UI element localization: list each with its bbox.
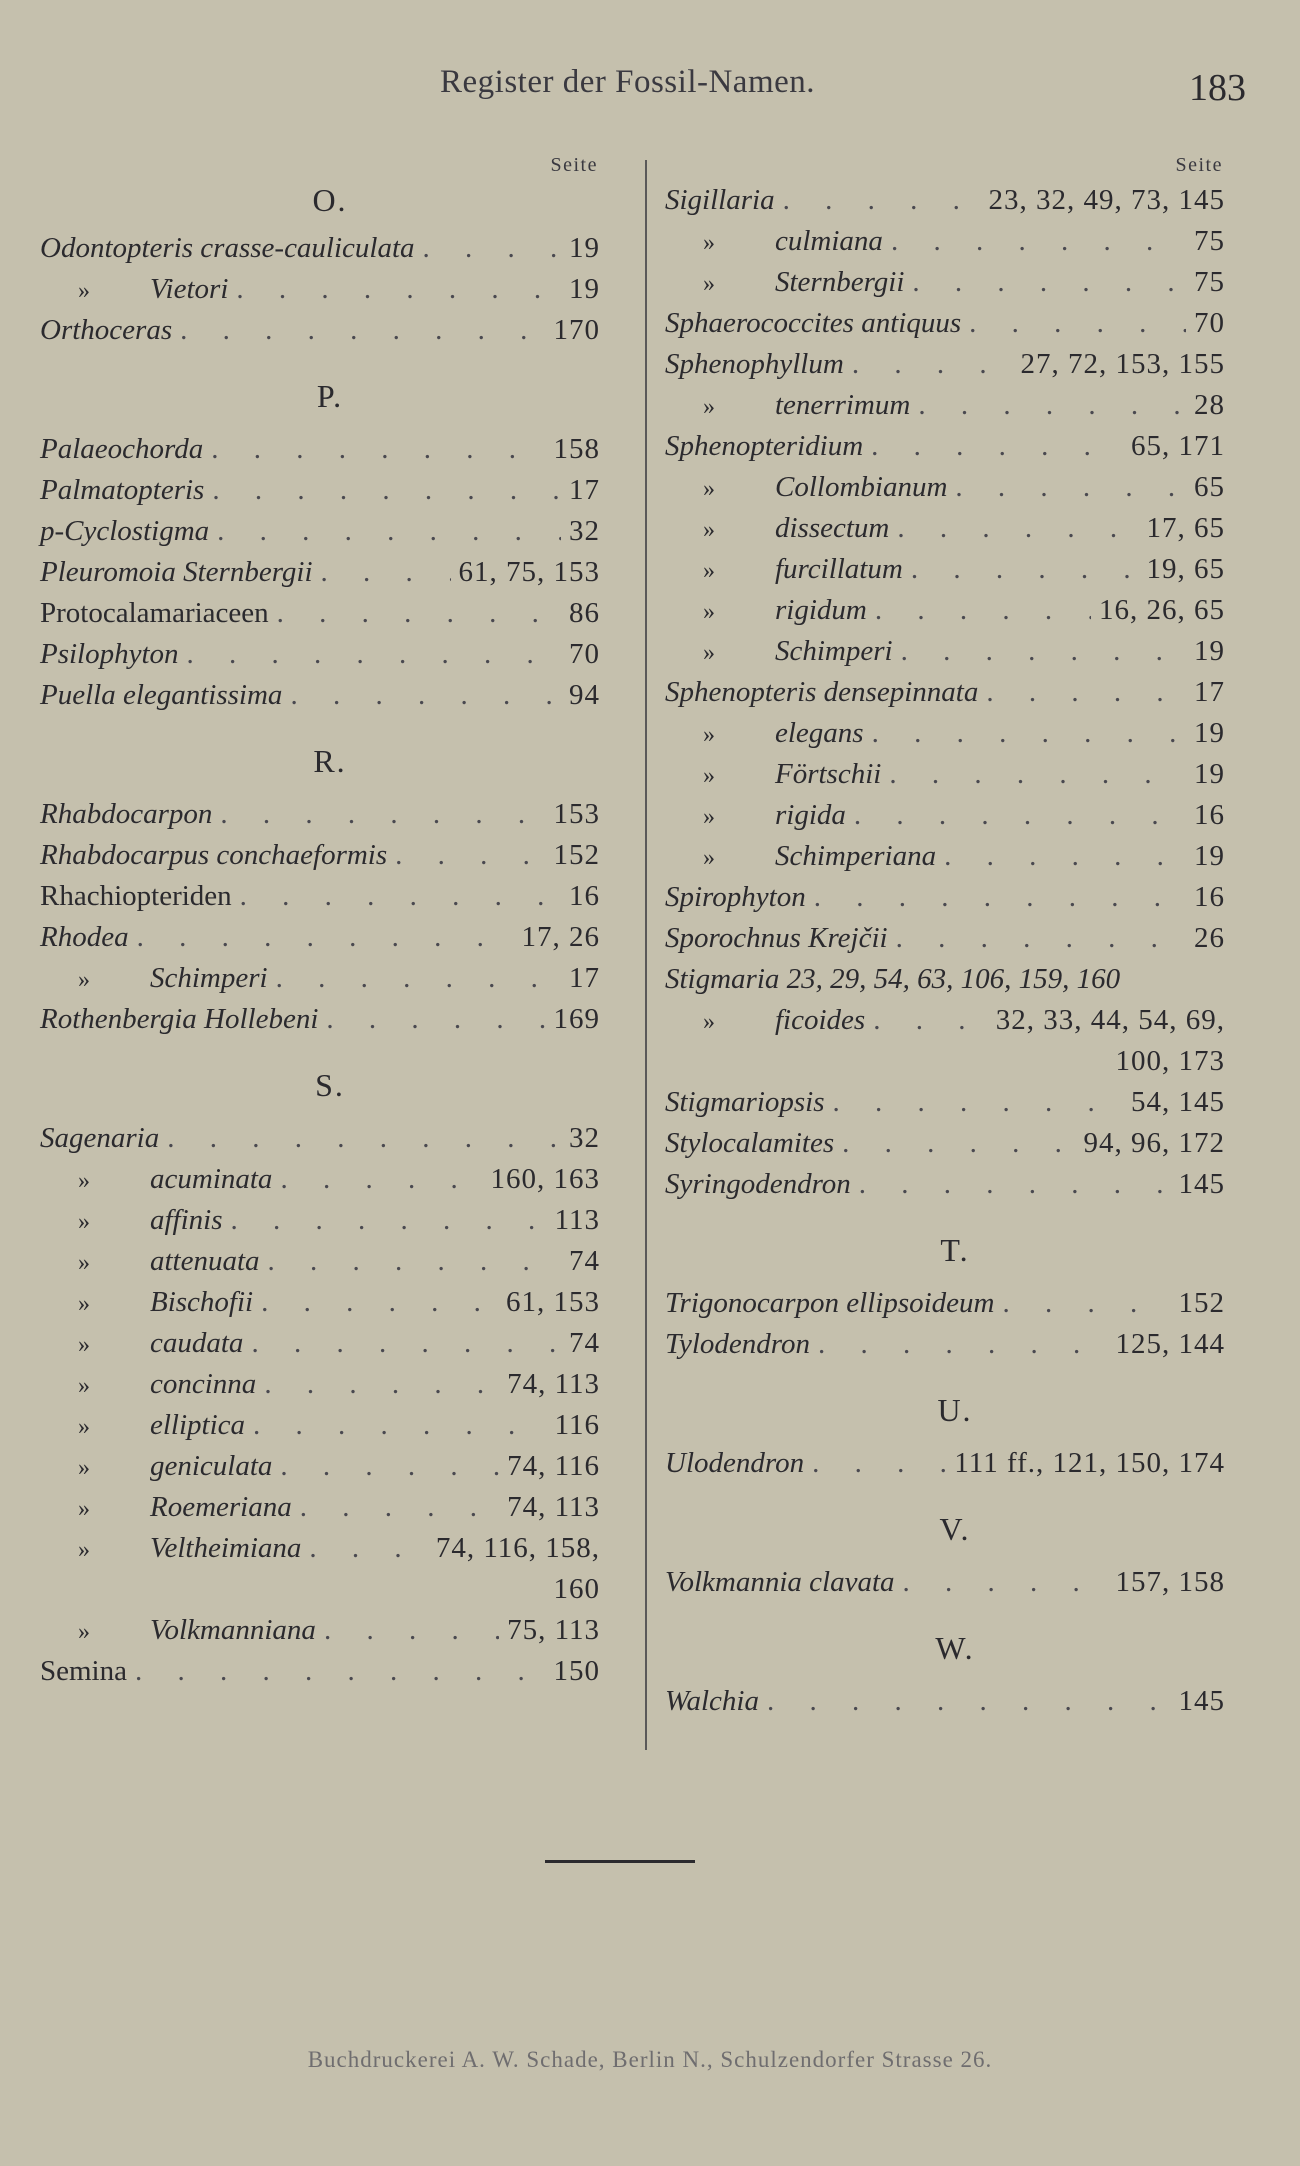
entry-name: Sigillaria	[665, 184, 775, 216]
dot-leader	[871, 426, 1123, 467]
index-entry	[40, 1159, 620, 1200]
column-divider	[645, 160, 647, 1750]
dot-leader	[833, 1082, 1123, 1123]
dot-leader	[901, 631, 1186, 672]
dot-leader	[277, 593, 561, 634]
index-entry	[665, 754, 1245, 795]
dot-leader	[903, 1562, 1108, 1603]
entry-name: Spirophyton	[665, 881, 806, 913]
dot-leader	[240, 876, 561, 917]
dot-leader	[212, 470, 561, 511]
entry-pages: 152	[1178, 1287, 1225, 1319]
dot-leader	[211, 429, 545, 470]
entry-pages: 16	[1194, 799, 1225, 831]
index-entry	[40, 593, 620, 634]
index-entry	[665, 1324, 1245, 1365]
dot-leader	[875, 590, 1091, 631]
entry-name: » Collombianum	[665, 467, 947, 510]
entry-pages: 65, 171	[1131, 430, 1225, 462]
entry-name: Stigmariopsis	[665, 1086, 825, 1118]
dot-leader	[276, 958, 561, 999]
entry-name: Palmatopteris	[40, 474, 205, 506]
entry-name: » Schimperi	[665, 631, 893, 674]
entry-name: » Förtschii	[665, 754, 881, 797]
entry-name: Palaeochorda	[40, 433, 204, 465]
index-entry	[40, 429, 620, 470]
index-entry	[40, 269, 620, 310]
entry-pages: 32	[569, 515, 600, 547]
dot-leader	[814, 877, 1186, 918]
entry-name: » caudata	[40, 1323, 243, 1366]
entry-pages: 17, 26	[521, 921, 600, 953]
entry-pages: 16	[1194, 881, 1225, 913]
entry-name: p-Cyclostigma	[40, 515, 210, 547]
entry-name: » tenerrimum	[665, 385, 910, 428]
dot-leader	[253, 1405, 547, 1446]
entry-name: » culmiana	[665, 221, 883, 264]
index-entry	[665, 631, 1245, 672]
index-entry	[40, 999, 620, 1040]
index-entry	[665, 508, 1245, 549]
entry-pages: 74, 113	[507, 1491, 600, 1523]
index-entry	[40, 917, 620, 958]
entry-pages: 70	[1194, 307, 1225, 339]
dot-leader	[236, 269, 561, 310]
dot-leader	[309, 1528, 427, 1569]
index-entry	[665, 959, 1245, 1000]
index-entry	[40, 1282, 620, 1323]
entry-name: » Schimperiana	[665, 836, 936, 879]
index-section	[40, 716, 620, 1040]
entry-pages: 54, 145	[1131, 1086, 1225, 1118]
index-entry	[665, 221, 1245, 262]
index-entry	[665, 180, 1245, 221]
entry-pages: 145	[1178, 1168, 1225, 1200]
entry-name: » furcillatum	[665, 549, 903, 592]
entry-pages: 75	[1194, 225, 1225, 257]
running-title: Register der Fossil-Namen.	[440, 64, 816, 100]
dot-leader	[137, 917, 514, 958]
section-letter: W.	[935, 1630, 975, 1666]
index-entry	[40, 1651, 620, 1692]
entry-pages: 19	[569, 273, 600, 305]
index-entry	[665, 836, 1245, 877]
entry-pages: 160	[553, 1573, 600, 1605]
dot-leader	[220, 794, 545, 835]
entry-name: » Veltheimiana	[40, 1528, 301, 1571]
entry-name: » Bischofii	[40, 1282, 253, 1325]
entry-pages: 65	[1194, 471, 1225, 503]
dot-leader	[423, 228, 561, 269]
entry-name: Ulodendron	[665, 1447, 805, 1479]
entry-pages: 152	[553, 839, 600, 871]
dot-leader	[180, 310, 545, 351]
entry-pages: 32, 33, 44, 54, 69,	[995, 1004, 1225, 1036]
entry-name: » Sternbergii	[665, 262, 904, 305]
dot-leader	[889, 754, 1186, 795]
index-entry	[665, 385, 1245, 426]
index-entry	[665, 713, 1245, 754]
dot-leader	[783, 180, 981, 221]
dot-leader	[986, 672, 1186, 713]
dot-leader	[918, 385, 1186, 426]
index-entry	[665, 303, 1245, 344]
entry-pages: 26	[1194, 922, 1225, 954]
entry-pages: 160, 163	[490, 1163, 600, 1195]
dot-leader	[859, 1164, 1171, 1205]
index-entry	[40, 552, 620, 593]
dot-leader	[896, 918, 1186, 959]
section-letter: R.	[313, 743, 347, 779]
index-section	[665, 1205, 1245, 1365]
entry-pages: 170	[553, 314, 600, 346]
entry-name: Semina	[40, 1655, 127, 1687]
index-section	[665, 1365, 1245, 1484]
entry-pages: 75	[1194, 266, 1225, 298]
entry-name: Sporochnus Krejčii	[665, 922, 888, 954]
entry-name: Sagenaria	[40, 1122, 160, 1154]
entry-pages: 145	[1178, 1685, 1225, 1717]
entry-name: Rhodea	[40, 921, 129, 953]
dot-leader	[854, 795, 1186, 836]
index-entry	[40, 1569, 620, 1610]
dot-leader	[264, 1364, 499, 1405]
page-header	[0, 58, 1300, 118]
index-entry	[665, 1681, 1245, 1722]
entry-pages: 150	[553, 1655, 600, 1687]
index-entry	[40, 228, 620, 269]
index-entry	[40, 835, 620, 876]
entry-name: Rhabdocarpon	[40, 798, 213, 830]
index-entry	[40, 1405, 620, 1446]
entry-name: Walchia	[665, 1685, 759, 1717]
entry-pages: 19, 65	[1146, 553, 1225, 585]
dot-leader	[912, 262, 1186, 303]
dot-leader	[290, 675, 561, 716]
index-entry	[40, 794, 620, 835]
index-entry	[40, 634, 620, 675]
index-entry	[40, 310, 620, 351]
entry-name: Odontopteris crasse-cauliculata	[40, 232, 415, 264]
entry-pages: 74, 113	[507, 1368, 600, 1400]
entry-name: » affinis	[40, 1200, 223, 1243]
dot-leader	[955, 467, 1186, 508]
entry-name: Pleuromoia Sternbergii	[40, 556, 313, 588]
index-section	[40, 351, 620, 716]
entry-name: Sphenopteridium	[665, 430, 864, 462]
dot-leader	[897, 508, 1138, 549]
dot-leader	[944, 836, 1186, 877]
entry-pages: 94	[569, 679, 600, 711]
dot-leader	[280, 1446, 499, 1487]
entry-pages: 27, 72, 153, 155	[1020, 348, 1225, 380]
entry-name: » attenuata	[40, 1241, 260, 1284]
index-section	[40, 1040, 620, 1692]
dot-leader	[818, 1324, 1108, 1365]
entry-name: » rigidum	[665, 590, 867, 633]
index-section	[665, 1603, 1245, 1722]
dot-leader	[231, 1200, 547, 1241]
dot-leader	[891, 221, 1186, 262]
section-letter: T.	[940, 1232, 970, 1268]
page-number: 183	[1189, 67, 1246, 109]
right-index-sections	[665, 180, 1245, 1722]
dot-leader	[135, 1651, 546, 1692]
index-entry	[665, 1082, 1245, 1123]
dot-leader	[321, 552, 451, 593]
index-entry	[665, 795, 1245, 836]
entry-pages: 19	[1194, 758, 1225, 790]
section-letter: O.	[312, 182, 348, 218]
entry-pages: 100, 173	[1115, 1045, 1225, 1077]
index-entry	[665, 426, 1245, 467]
dot-leader	[187, 634, 561, 675]
dot-leader	[842, 1123, 1075, 1164]
dot-leader	[395, 835, 545, 876]
entry-pages: 17	[569, 474, 600, 506]
index-entry	[665, 1164, 1245, 1205]
dot-leader	[852, 344, 1013, 385]
dot-leader	[268, 1241, 561, 1282]
entry-pages: 86	[569, 597, 600, 629]
entry-pages: 169	[553, 1003, 600, 1035]
dot-leader	[167, 1118, 561, 1159]
index-entry	[40, 1364, 620, 1405]
index-entry	[40, 675, 620, 716]
entry-name: Protocalamariaceen	[40, 597, 269, 629]
entry-pages: 17	[569, 962, 600, 994]
entry-pages: 32	[569, 1122, 600, 1154]
entry-name: Rothenbergia Hollebeni	[40, 1003, 319, 1035]
entry-pages: 158	[553, 433, 600, 465]
entry-pages: 19	[1194, 717, 1225, 749]
entry-name: » Schimperi	[40, 958, 268, 1001]
entry-name: Sphenophyllum	[665, 348, 844, 380]
entry-name: Tylodendron	[665, 1328, 810, 1360]
index-entry	[40, 511, 620, 552]
section-letter: P.	[316, 378, 344, 414]
dot-leader	[969, 303, 1186, 344]
dot-leader	[812, 1443, 946, 1484]
entry-name: Rhachiopteriden	[40, 880, 232, 912]
seite-label-left: Seite	[550, 154, 598, 176]
entry-name: » Vietori	[40, 269, 228, 312]
index-entry	[665, 1000, 1245, 1041]
index-entry	[665, 918, 1245, 959]
index-entry	[40, 1610, 620, 1651]
index-entry	[40, 1200, 620, 1241]
index-entry	[665, 1123, 1245, 1164]
index-entry	[665, 590, 1245, 631]
entry-name: Sphaerococcites antiquus	[665, 307, 962, 339]
index-entry	[40, 1118, 620, 1159]
index-entry	[665, 1041, 1245, 1082]
entry-name: » dissectum	[665, 508, 889, 551]
entry-pages: 74	[569, 1327, 600, 1359]
dot-leader	[873, 1000, 988, 1041]
index-section	[40, 180, 620, 351]
entry-name: Sphenopteris densepinnata	[665, 676, 979, 708]
entry-name: » Volkmanniana	[40, 1610, 316, 1653]
index-entry	[40, 958, 620, 999]
entry-name: » acuminata	[40, 1159, 272, 1202]
dot-leader	[872, 713, 1186, 754]
index-section	[665, 1484, 1245, 1603]
dot-leader	[251, 1323, 561, 1364]
printer-imprint: Buchdruckerei A. W. Schade, Berlin N., Schulzendorfer Strasse 26.	[307, 2047, 993, 2072]
index-entry	[665, 877, 1245, 918]
entry-pages: 157, 158	[1115, 1566, 1225, 1598]
dot-leader	[217, 511, 561, 552]
index-entry	[40, 1323, 620, 1364]
dot-leader	[261, 1282, 498, 1323]
index-entry	[665, 344, 1245, 385]
entry-pages: 23, 32, 49, 73, 145	[988, 184, 1225, 216]
entry-pages: 74, 116	[507, 1450, 600, 1482]
entry-name: » elegans	[665, 713, 864, 756]
index-entry	[665, 1283, 1245, 1324]
index-entry	[665, 1443, 1245, 1484]
index-entry	[665, 467, 1245, 508]
entry-pages: 111 ff., 121, 150, 174	[954, 1447, 1225, 1479]
entry-name: » Roemeriana	[40, 1487, 292, 1530]
section-letter: V.	[939, 1511, 971, 1547]
index-entry	[40, 1241, 620, 1282]
entry-name: Trigonocarpon ellipsoideum	[665, 1287, 995, 1319]
entry-name: » ficoides	[665, 1000, 865, 1043]
entry-name: » rigida	[665, 795, 846, 838]
entry-pages: 28	[1194, 389, 1225, 421]
entry-pages: 125, 144	[1115, 1328, 1225, 1360]
entry-pages: 70	[569, 638, 600, 670]
index-entry	[665, 262, 1245, 303]
dot-leader	[324, 1610, 499, 1651]
entry-name: Volkmannia clavata	[665, 1566, 895, 1598]
index-entry	[40, 1528, 620, 1569]
entry-pages: 153	[553, 798, 600, 830]
entry-pages: 16, 26, 65	[1099, 594, 1225, 626]
dot-leader	[1002, 1283, 1170, 1324]
entry-name: Syringodendron	[665, 1168, 851, 1200]
entry-pages: 19	[1194, 840, 1225, 872]
entry-pages: 75, 113	[507, 1614, 600, 1646]
entry-name: Stylocalamites	[665, 1127, 835, 1159]
left-column	[40, 150, 620, 1692]
index-entry	[40, 1446, 620, 1487]
index-entry	[665, 549, 1245, 590]
section-letter: U.	[937, 1392, 973, 1428]
right-column	[665, 150, 1245, 1722]
entry-pages: 116	[554, 1409, 600, 1441]
index-entry	[665, 1562, 1245, 1603]
entry-pages: 74, 116, 158,	[435, 1532, 600, 1564]
entry-name: » concinna	[40, 1364, 256, 1407]
index-entry	[40, 876, 620, 917]
entry-name: Stigmaria 23, 29, 54, 63, 106, 159, 160	[665, 963, 1121, 995]
entry-pages: 61, 153	[506, 1286, 600, 1318]
entry-pages: 74	[569, 1245, 600, 1277]
dot-leader	[300, 1487, 499, 1528]
entry-name: Puella elegantissima	[40, 679, 283, 711]
index-entry	[40, 470, 620, 511]
left-index-sections	[40, 180, 620, 1692]
entry-name: » geniculata	[40, 1446, 272, 1489]
index-entry	[665, 672, 1245, 713]
entry-pages: 19	[569, 232, 600, 264]
entry-pages: 16	[569, 880, 600, 912]
dot-leader	[280, 1159, 482, 1200]
seite-label-right: Seite	[1175, 154, 1223, 176]
dot-leader	[911, 549, 1139, 590]
entry-pages: 113	[554, 1204, 600, 1236]
entry-pages: 17	[1194, 676, 1225, 708]
index-entry	[40, 1487, 620, 1528]
entry-pages: 19	[1194, 635, 1225, 667]
entry-name: Orthoceras	[40, 314, 173, 346]
closing-rule	[545, 1860, 695, 1863]
entry-pages: 61, 75, 153	[458, 556, 600, 588]
dot-leader	[767, 1681, 1171, 1722]
entry-pages: 94, 96, 172	[1083, 1127, 1225, 1159]
section-letter: S.	[315, 1067, 345, 1103]
index-section	[665, 180, 1245, 1205]
entry-name: » elliptica	[40, 1405, 245, 1448]
dot-leader	[326, 999, 545, 1040]
entry-pages: 17, 65	[1146, 512, 1225, 544]
entry-name: Psilophyton	[40, 638, 179, 670]
entry-name: Rhabdocarpus conchaeformis	[40, 839, 388, 871]
